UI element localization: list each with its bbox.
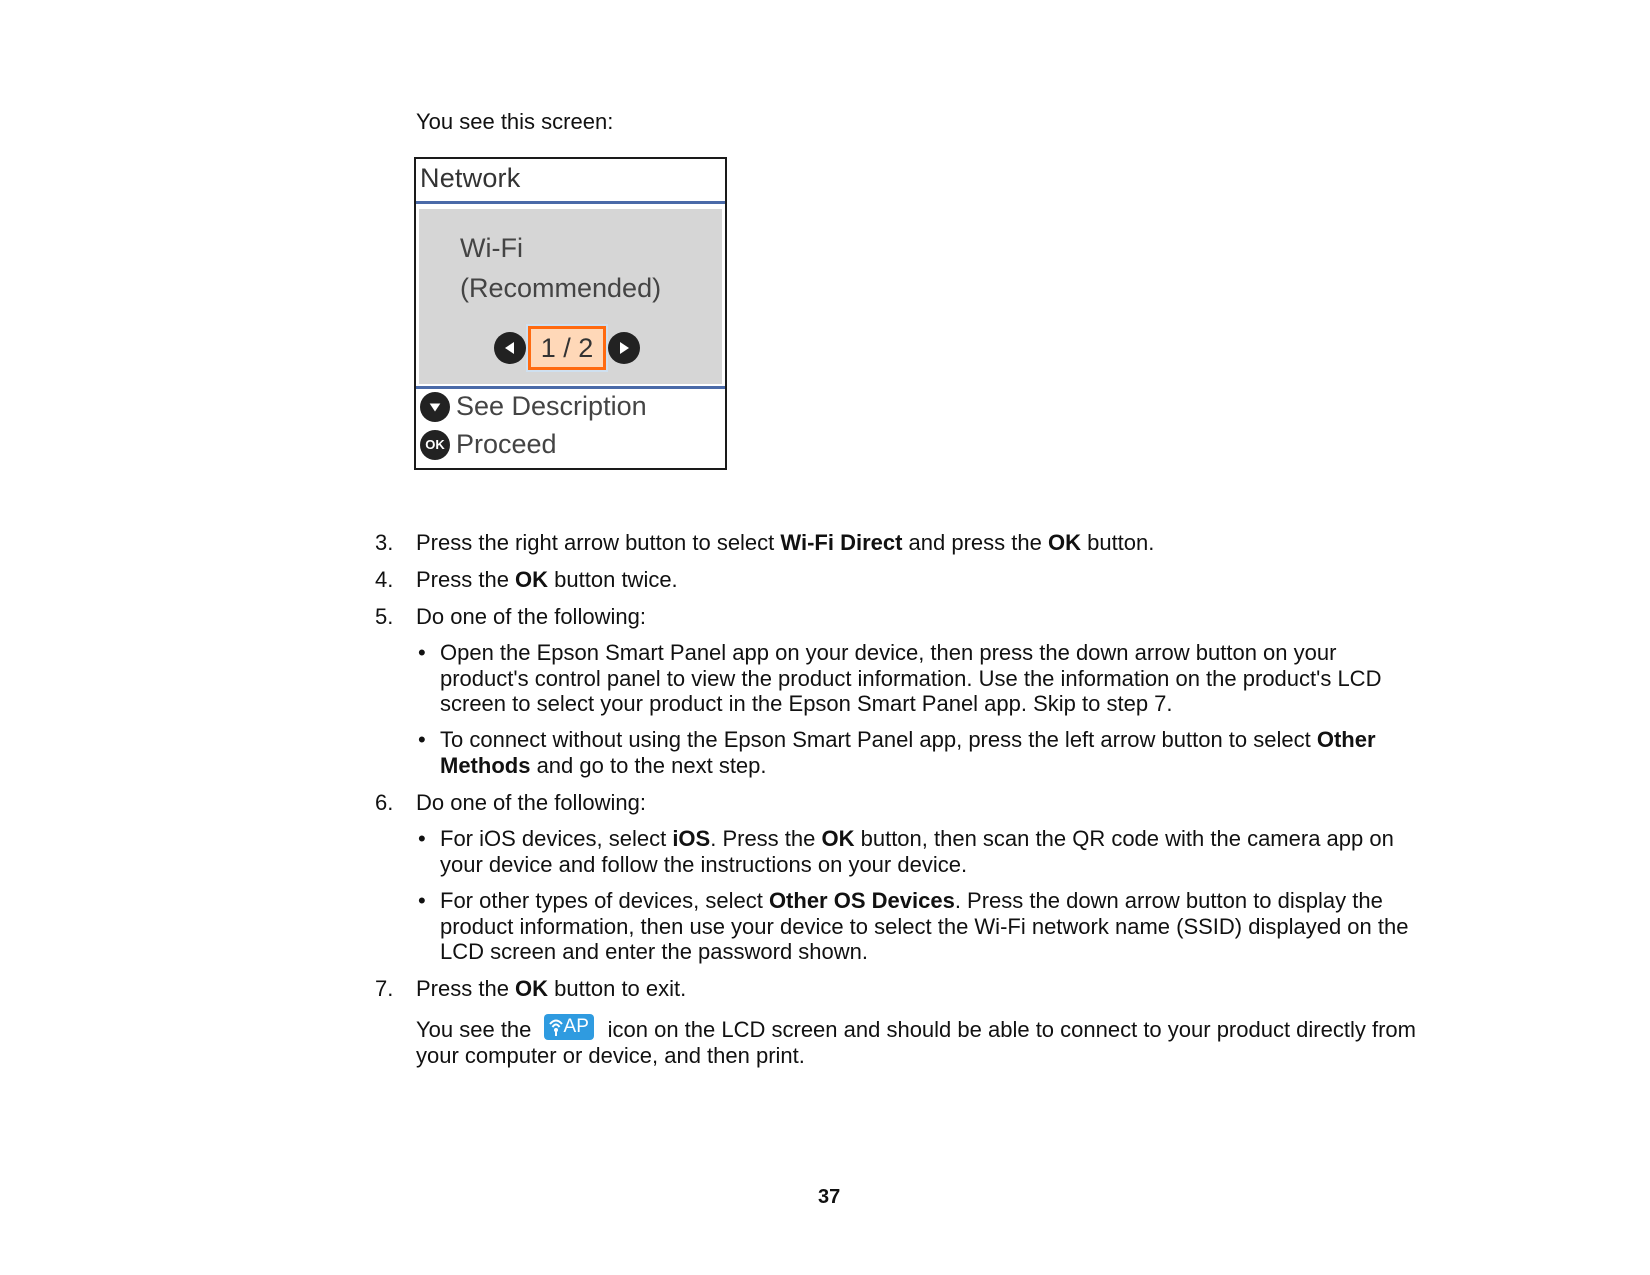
bullet-text (440, 640, 1428, 717)
step-text (416, 567, 678, 593)
list-item (418, 826, 1428, 877)
intro-text: You see this screen: (416, 109, 614, 134)
text-run: button to exit. (548, 976, 687, 1001)
result-paragraph (416, 1014, 1426, 1068)
result-text-before: You see the (416, 1017, 538, 1042)
step-text (416, 530, 1154, 556)
wifi-ap-icon (544, 1014, 594, 1040)
bullet-marker: • (418, 826, 426, 851)
text-run: For other types of devices, select (440, 888, 769, 913)
step-number: 4. (375, 567, 394, 592)
step-text (416, 790, 646, 816)
bold-term: Other Methods (440, 727, 1376, 778)
down-arrow-icon (420, 392, 450, 422)
bold-term: OK (515, 976, 549, 1001)
lcd-title: Network (420, 163, 521, 193)
step-number: 3. (375, 530, 394, 555)
text-run: Do one of the following: (416, 604, 646, 629)
bullet-text (440, 826, 1428, 877)
text-run: Press the right arrow button to select (416, 530, 781, 555)
right-arrow-icon (608, 332, 640, 364)
lcd-option-label: Wi-Fi (460, 233, 523, 263)
result-text-after: icon on the LCD screen and should be able to connect to your product directly from your computer or device, and then print. (416, 1017, 1416, 1068)
step-text (416, 976, 686, 1002)
bullet-text (440, 727, 1428, 778)
text-run: For iOS devices, select (440, 826, 673, 851)
list-item (418, 888, 1428, 965)
ok-button-icon: OK (420, 430, 450, 460)
bold-term: OK (821, 826, 855, 851)
list-item (418, 727, 1428, 778)
bold-term: iOS (672, 826, 711, 851)
text-run: Open the Epson Smart Panel app on your device, then press the down arrow button on your product's control panel to view the product information. Use the information on the product's LCD screen to select your product in the Epson Smart Panel app. Skip to step 7. (440, 640, 1382, 716)
page-indicator: 1 / 2 (528, 326, 606, 370)
list-item (418, 640, 1428, 717)
bold-term: Other OS Devices (768, 888, 955, 913)
text-run: To connect without using the Epson Smart Panel app, press the left arrow button to select (440, 727, 1317, 752)
text-run: and press the (902, 530, 1048, 555)
step-number: 5. (375, 604, 394, 629)
lcd-footer-item (420, 429, 557, 460)
text-run: and go to the next step. (530, 752, 767, 778)
step-text (416, 604, 646, 630)
bold-term: OK (515, 567, 549, 592)
lcd-option-sublabel: (Recommended) (460, 273, 662, 303)
bullet-marker: • (418, 727, 426, 752)
left-arrow-icon (494, 332, 526, 364)
text-run: Do one of the following: (416, 790, 646, 815)
lcd-footer-item (420, 391, 647, 422)
bold-term: OK (1047, 530, 1081, 555)
lcd-divider-bottom (416, 386, 725, 389)
lcd-screen-image (414, 157, 727, 470)
lcd-footer-label: Proceed (456, 429, 557, 459)
text-run: . Press the down arrow button to display the product information, then use your device to select the Wi-Fi network name (SSID) displayed on the LCD screen and enter the password shown. (440, 888, 1409, 964)
bold-term: Wi-Fi Direct (780, 530, 903, 555)
text-run: Press the (416, 567, 516, 592)
step-number: 6. (375, 790, 394, 815)
text-run: . Press the (710, 826, 822, 851)
lcd-divider-top (416, 201, 725, 204)
page-number: 37 (818, 1186, 841, 1208)
ap-icon-label: AP (563, 1016, 589, 1037)
text-run: button twice. (548, 567, 678, 592)
lcd-pager (494, 323, 640, 373)
bullet-marker: • (418, 888, 426, 913)
text-run: button, then scan the QR code with the camera app on your device and follow the instructions on your device. (440, 826, 1394, 877)
text-run: Press the (416, 976, 516, 1001)
lcd-option-panel (419, 209, 722, 384)
step-number: 7. (375, 976, 394, 1001)
lcd-footer-label: See Description (456, 391, 647, 421)
bullet-text (440, 888, 1428, 965)
text-run: button. (1080, 530, 1155, 555)
bullet-marker: • (418, 640, 426, 665)
